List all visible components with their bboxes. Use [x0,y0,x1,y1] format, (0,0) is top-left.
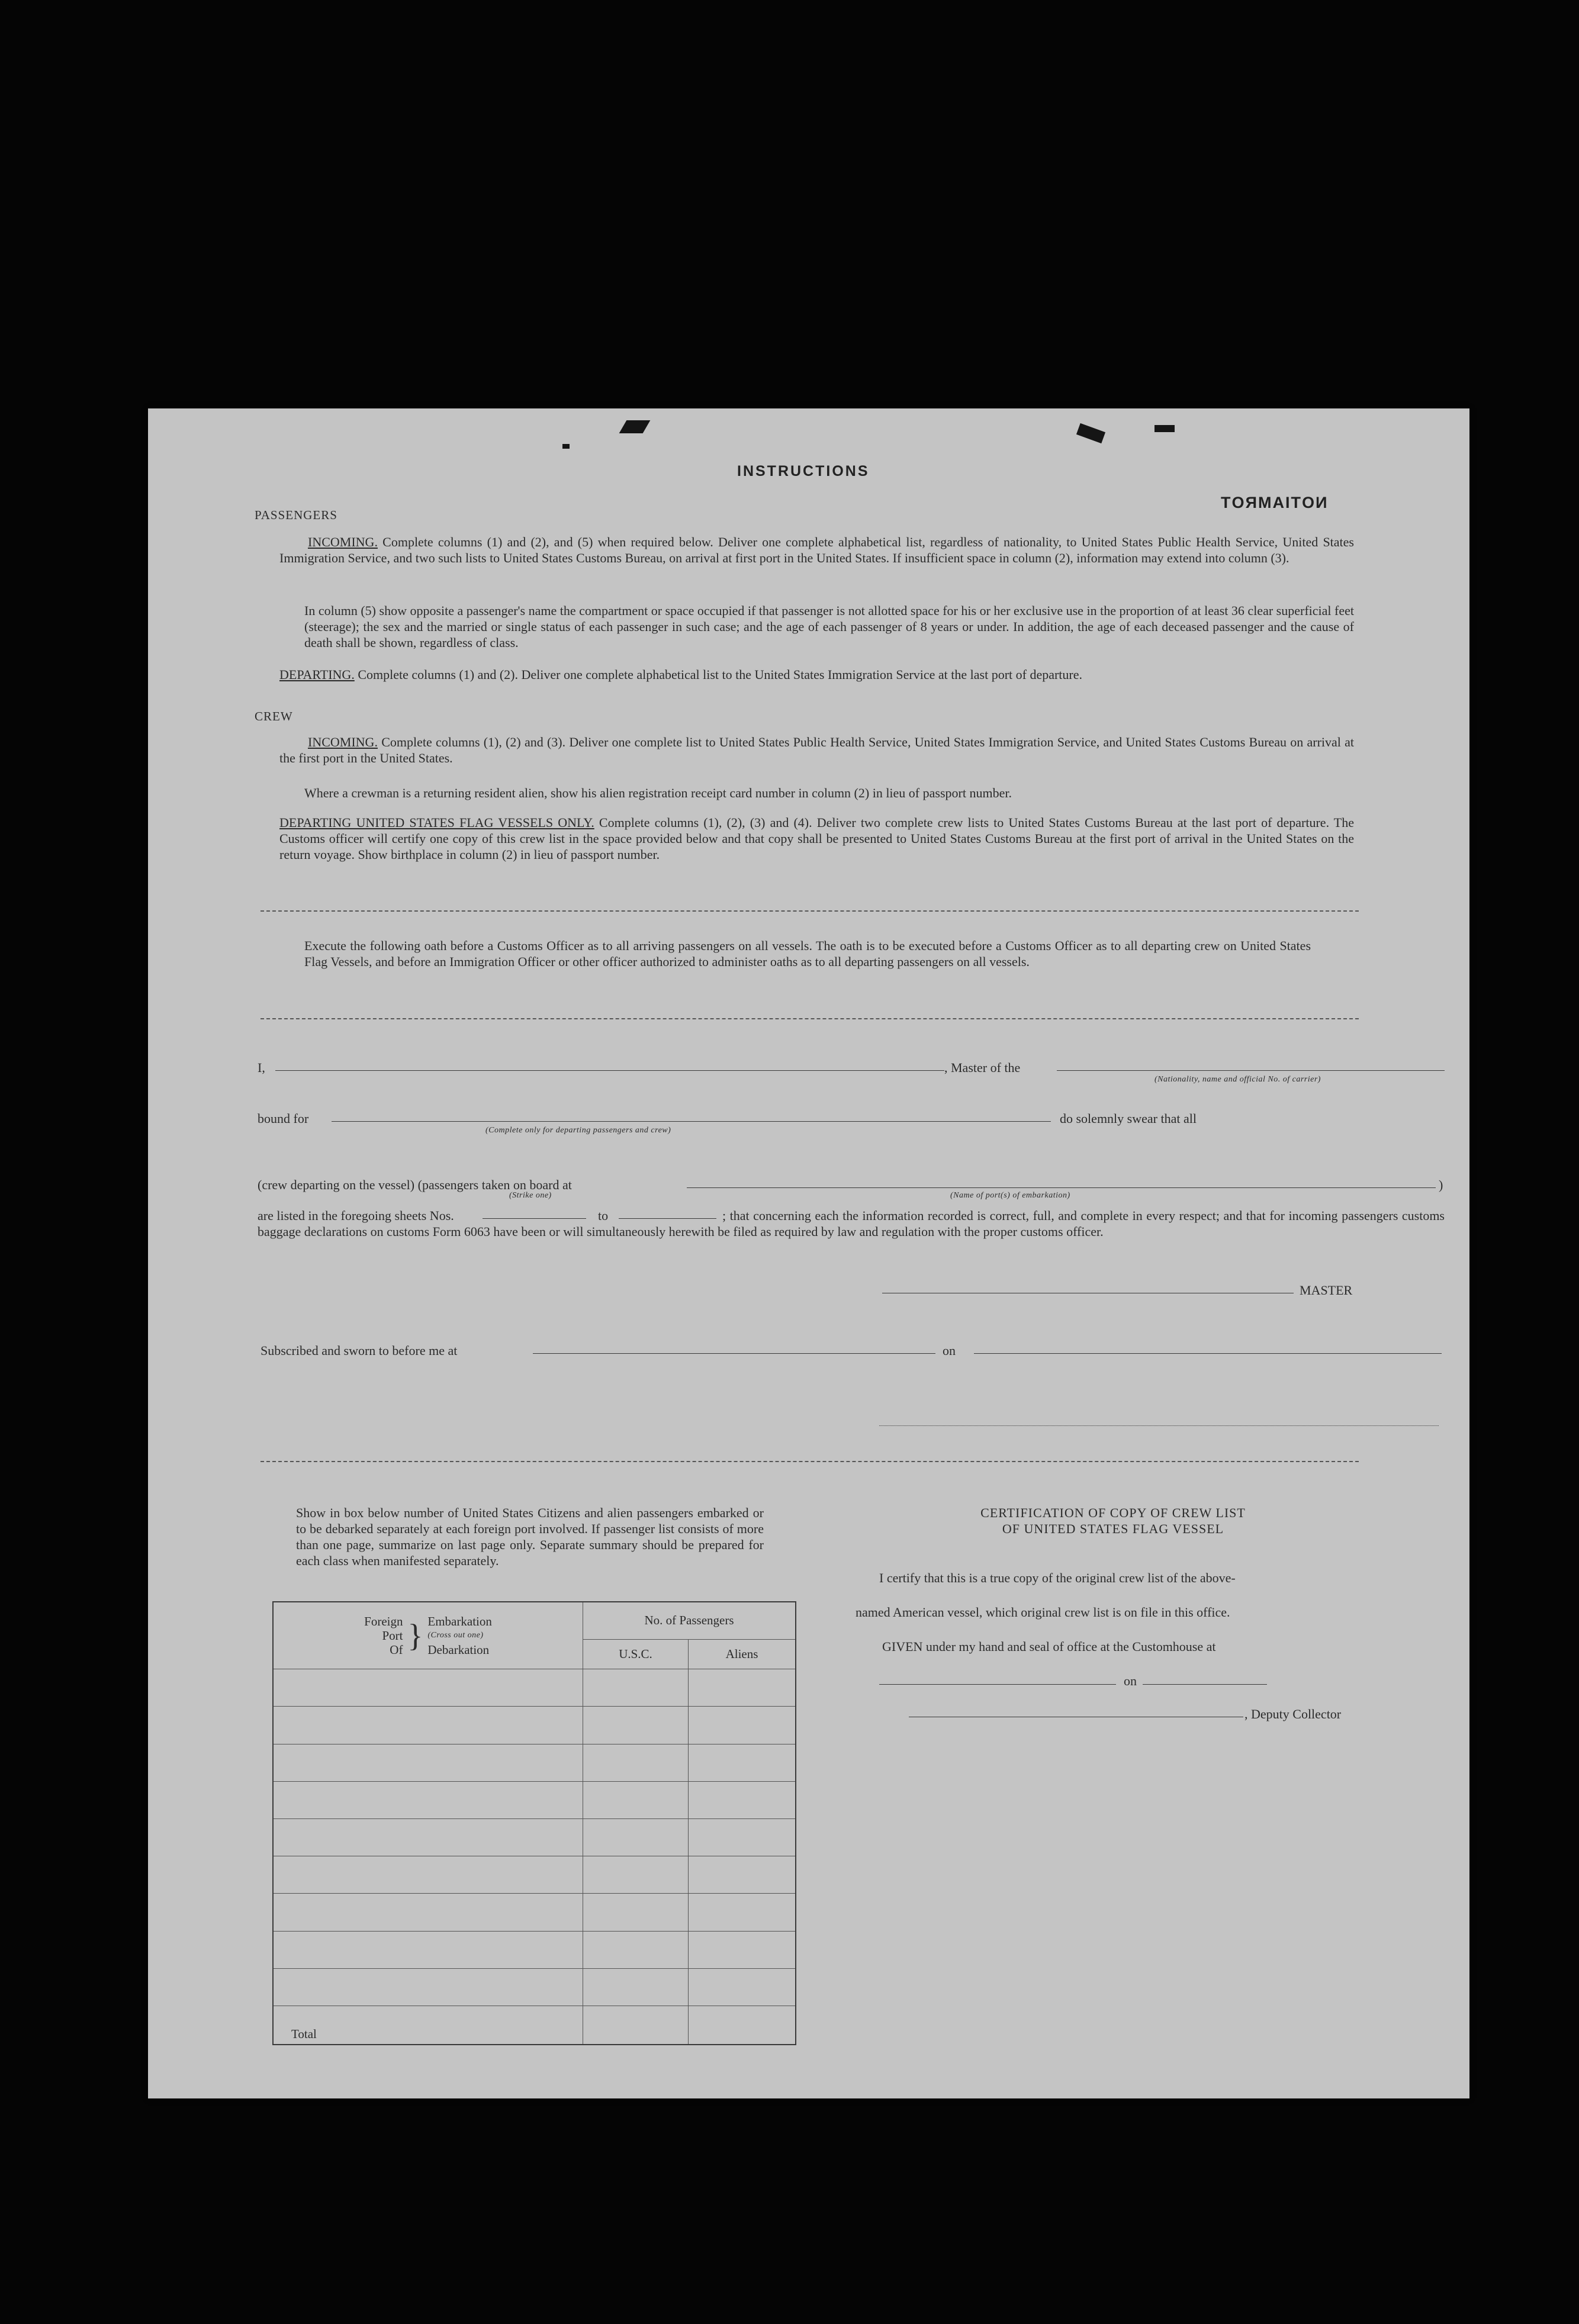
cert-on-label: on [1124,1673,1137,1688]
crew-incoming-paragraph [279,734,1354,766]
certify-text-2: named American vessel, which original crew list is on file in this office. [856,1605,1230,1620]
crew-incoming-label: INCOMING. [308,735,378,749]
usc-cell[interactable] [583,1707,689,1744]
usc-cell[interactable] [583,1781,689,1818]
port-cell[interactable] [273,1931,583,1968]
bound-caption: (Complete only for departing passengers and crew) [485,1126,671,1135]
debarkation-label: Debarkation [427,1643,490,1657]
port-cell[interactable] [273,1781,583,1818]
port-header-cell [273,1602,583,1669]
subscribed-date-field[interactable] [974,1353,1442,1354]
brace-icon: } [407,1618,423,1654]
usc-cell[interactable] [583,1819,689,1856]
port-cell[interactable] [273,1968,583,2006]
table-row [273,1894,796,1931]
master-of-label: , Master of the [944,1060,1021,1075]
master-name-field[interactable] [275,1070,944,1071]
foreign-label: Foreign [364,1614,403,1629]
departing-label: DEPARTING. [279,667,355,682]
swear-label: do solemnly swear that all [1060,1111,1197,1126]
ink-speck [1076,423,1105,443]
usc-cell[interactable] [583,1669,689,1707]
total-row [273,2006,796,2045]
port-cell[interactable] [273,1894,583,1931]
certification-title-line2: OF UNITED STATES FLAG VESSEL [1002,1521,1224,1536]
given-text: GIVEN under my hand and seal of office at the Customhouse at [882,1639,1216,1654]
port-label: Port [382,1628,403,1643]
incoming-text: Complete columns (1) and (2), and (5) when required below. Deliver one complete alphabetical list, regardless of nationality, to United States Public Health Service, United States Immigration Service, and two such lists to United States Customs Bureau, on arrival at first port in the United States. If insufficient space in column (2), information may extend into column (3). [279,535,1354,565]
aliens-cell[interactable] [689,1968,796,2006]
aliens-cell[interactable] [689,1894,796,1931]
crew-heading: CREW [255,709,293,723]
aliens-cell[interactable] [689,1781,796,1818]
listed-label: are listed in the foregoing sheets Nos. [258,1208,454,1223]
ink-speck [562,444,570,449]
summary-instructions: Show in box below number of United States Citizens and alien passengers embarked or to be debarked separately at each foreign port involved. If passenger list consists of more than one page, summarize on last page only. Separate summary should be prepared for each class when manifested separately. [296,1505,764,1568]
aliens-total-cell[interactable] [689,2006,796,2045]
crew-departing-text: Complete columns (1), (2), (3) and (4). Deliver two complete crew lists to United States Customs Bureau at the last port of departure. The Customs officer will certify one copy of this crew list in the space provided below and that copy shall be presented to United States Customs Bureau at the first port of arrival in the United States on the return voyage. Show birthplace in column (2) in lieu of passport number. [279,815,1355,862]
embarkation-port-field[interactable] [687,1187,1436,1188]
on-label: on [943,1343,956,1358]
table-row [273,1781,796,1818]
table-row [273,1968,796,2006]
bound-for-field[interactable] [332,1121,1051,1122]
to-label: to [598,1208,609,1223]
aliens-cell[interactable] [689,1819,796,1856]
officer-signature-field[interactable] [879,1425,1439,1426]
close-paren: ) [1439,1177,1443,1192]
instructions-title: INSTRUCTIONS [737,463,870,479]
certification-title-line1: CERTIFICATION OF COPY OF CREW LIST [980,1505,1246,1520]
section-divider [261,1018,1359,1019]
total-label: Total [273,2006,583,2045]
table-row [273,1744,796,1781]
table-row [273,1819,796,1856]
table-row [273,1931,796,1968]
aliens-cell[interactable] [689,1744,796,1781]
crew-resident-paragraph: Where a crewman is a returning resident alien, show his alien registration receipt card number in column (2) in lieu of passport number. [304,786,1012,800]
port-caption: (Name of port(s) of embarkation) [950,1191,1070,1200]
of-label: Of [390,1643,403,1657]
cert-date-field[interactable] [1143,1684,1267,1685]
certify-text: I certify that this is a true copy of the original crew list of the above- [879,1570,1236,1585]
customhouse-field[interactable] [879,1684,1116,1685]
crew-departing-label: (crew departing on the vessel) (passengers taken on board at [258,1177,572,1192]
usc-total-cell[interactable] [583,2006,689,2045]
passengers-column5-paragraph: In column (5) show opposite a passenger's name the compartment or space occupied if that passenger is not allotted space for his or her exclusive use in the proportion of at least 36 clear superficial feet (steerage); the sex and the married or single status of each passenger in such case; and the age of each passenger of 8 years or under. In addition, the age of each deceased passenger and the cause of death shall be shown, regardless of class. [304,603,1354,650]
strike-one-caption: (Strike one) [509,1191,552,1200]
table-row [273,1856,796,1894]
carrier-field[interactable] [1057,1070,1445,1071]
usc-cell[interactable] [583,1968,689,2006]
usc-cell[interactable] [583,1744,689,1781]
aliens-cell[interactable] [689,1707,796,1744]
listed-rest-text: ; that concerning each the information recorded is correct, full, and complete in every respect; and that for incoming passengers customs baggage declarations on customs Form 6063 have been or will simultaneously herewith be filed as required by law and regulation with the proper customs officer. [258,1208,1445,1239]
deputy-collector-label: , Deputy Collector [1244,1707,1342,1721]
crew-departing-paragraph [279,815,1354,862]
passengers-heading: PASSENGERS [255,508,337,522]
oath-i-label: I, [258,1060,265,1075]
aliens-header: Aliens [689,1639,796,1669]
port-cell[interactable] [273,1744,583,1781]
usc-cell[interactable] [583,1894,689,1931]
port-cell[interactable] [273,1707,583,1744]
no-passengers-header: No. of Passengers [583,1602,796,1639]
embarkation-label: Embarkation [427,1614,492,1629]
passengers-incoming-paragraph [279,534,1354,566]
passengers-departing-paragraph [279,667,1354,683]
subscribed-place-field[interactable] [533,1353,935,1354]
oath-instruction-paragraph: Execute the following oath before a Customs Officer as to all arriving passengers on all vessels. The oath is to be executed before a Customs Officer as to all departing crew on United States Flag Vessels, and before an Immigration Officer or other officer authorized to administer oaths as to all departing passengers on all vessels. [304,938,1311,969]
section-divider [261,1461,1359,1462]
document-page [148,408,1469,2098]
port-cell[interactable] [273,1856,583,1894]
nationality-caption: (Nationality, name and official No. of carrier) [1154,1075,1321,1084]
usc-cell[interactable] [583,1931,689,1968]
aliens-cell[interactable] [689,1931,796,1968]
usc-cell[interactable] [583,1856,689,1894]
table-row [273,1669,796,1707]
crew-incoming-text: Complete columns (1), (2) and (3). Deliver one complete list to United States Public Health Service, United States Immigration Service, and United States Customs Bureau on arrival at the first port in the United States. [279,735,1355,765]
passenger-summary-table [272,1601,796,2045]
ink-speck [1154,425,1175,432]
subscribed-label: Subscribed and sworn to before me at [261,1343,458,1358]
cross-out-caption: (Cross out one) [427,1631,484,1640]
aliens-cell[interactable] [689,1856,796,1894]
port-cell[interactable] [273,1669,583,1707]
departing-text: Complete columns (1) and (2). Deliver one complete alphabetical list to the United States Immigration Service at the last port of departure. [358,667,1083,682]
aliens-cell[interactable] [689,1669,796,1707]
crew-departing-label: DEPARTING UNITED STATES FLAG VESSELS ONLY. [279,815,594,830]
port-cell[interactable] [273,1819,583,1856]
incoming-label: INCOMING. [308,535,378,549]
usc-header: U.S.C. [583,1639,689,1669]
section-divider [261,910,1359,912]
ink-speck [619,420,651,433]
master-label: MASTER [1300,1283,1353,1298]
table-row [273,1707,796,1744]
bound-for-label: bound for [258,1111,309,1126]
mirrored-bleed-text: NOTIAMROT [1220,494,1327,511]
certification-title [935,1505,1291,1537]
